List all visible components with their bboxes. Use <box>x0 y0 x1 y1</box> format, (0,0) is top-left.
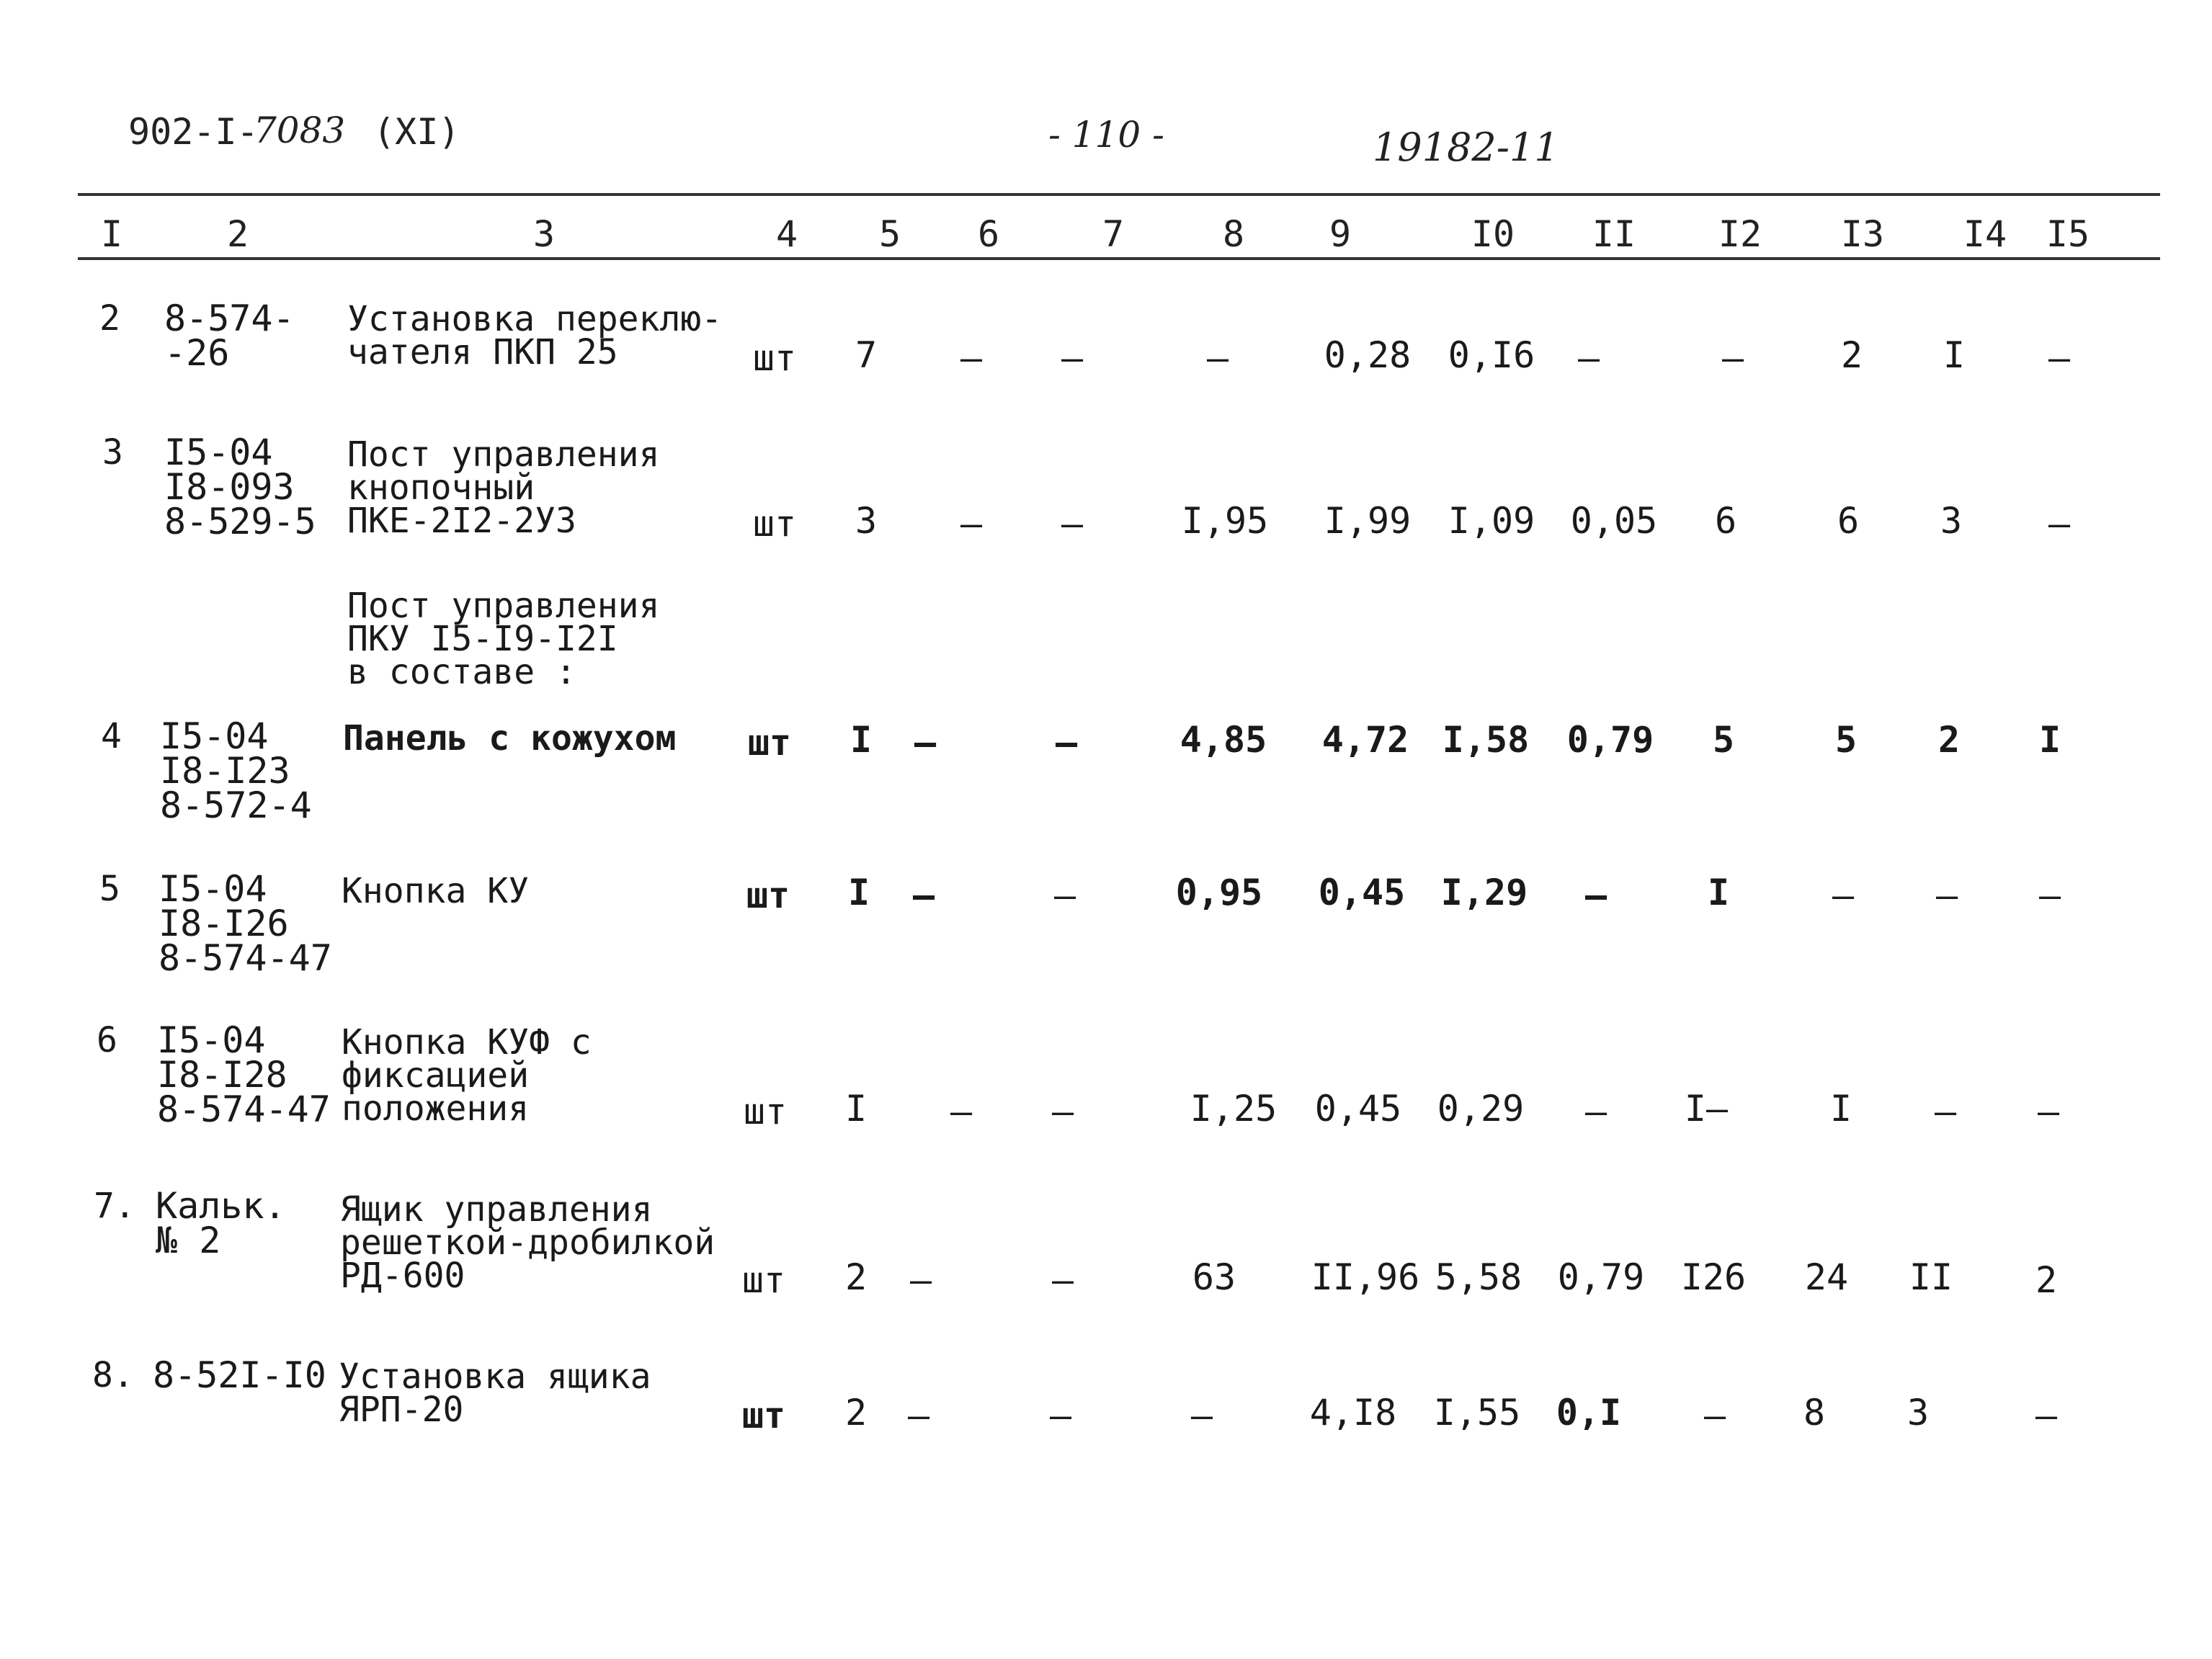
cell-col9: 0,28 <box>1324 334 1412 376</box>
row-description: Кнопка КУФ с фиксацией положения <box>342 1022 592 1129</box>
cell-col8: I,95 <box>1181 500 1269 542</box>
column-header-6: 6 <box>977 213 1000 255</box>
cell-col15: – <box>2038 875 2061 916</box>
column-header-12: I2 <box>1718 213 1762 255</box>
cell-col12: I– <box>1684 1088 1729 1130</box>
cell-col9: I,99 <box>1324 500 1412 542</box>
column-header-9: 9 <box>1329 213 1352 255</box>
cell-col7: – <box>1051 1259 1074 1301</box>
cell-col12: – <box>1703 1395 1726 1436</box>
cell-col12: I26 <box>1680 1256 1747 1298</box>
row-description: Пост управления кнопочный ПКЕ-2I2-2У3 <box>347 434 660 541</box>
row-description: Установка переклю- чателя ПКП 25 <box>347 299 723 372</box>
cell-col7: – <box>1055 722 1078 764</box>
row-description: Кнопка КУ <box>342 871 530 911</box>
cell-col13: 8 <box>1803 1392 1826 1434</box>
cell-col7: – <box>1061 503 1084 545</box>
row-description: Ящик управления решеткой-дробилкой РД-600 <box>340 1189 715 1296</box>
cell-col7: – <box>1049 1395 1072 1436</box>
cell-col11: 0,I <box>1556 1392 1622 1434</box>
row-number: 4 <box>101 716 122 756</box>
cell-col13: 2 <box>1840 334 1863 376</box>
cell-col11: – <box>1584 875 1607 916</box>
cell-col10: I,29 <box>1440 872 1528 913</box>
row-code: 8-574- -26 <box>164 298 295 374</box>
row-unit: шт <box>741 1395 786 1436</box>
cell-col5: 2 <box>844 1256 868 1298</box>
row-code: Кальк. № 2 <box>156 1185 286 1261</box>
cell-col6: – <box>912 875 935 916</box>
cell-col10: 0,I6 <box>1448 334 1535 376</box>
cell-col12: – <box>1721 337 1744 379</box>
cell-col7: – <box>1053 875 1076 916</box>
cell-col15: – <box>2037 1091 2060 1132</box>
cell-col8: – <box>1190 1395 1213 1436</box>
cell-col9: 0,45 <box>1314 1088 1402 1130</box>
column-header-15: I5 <box>2046 213 2090 255</box>
cell-col11: 0,79 <box>1557 1256 1645 1298</box>
cell-col14: II <box>1909 1256 1953 1298</box>
cell-col7: – <box>1061 337 1084 379</box>
cell-col6: – <box>960 337 983 379</box>
row-code: I5-04 I8-093 8-529-5 <box>164 431 316 542</box>
document-code-handwritten: 7083 <box>254 109 346 151</box>
cell-col15: – <box>2035 1395 2058 1436</box>
row-code: 8-52I-I0 <box>153 1354 326 1396</box>
cell-col11: 0,05 <box>1570 500 1658 542</box>
column-header-5: 5 <box>878 213 901 255</box>
table-top-rule <box>78 193 2160 196</box>
cell-col8: 4,85 <box>1179 719 1267 761</box>
cell-col9: 4,I8 <box>1309 1392 1397 1434</box>
row-description: Панель с кожухом <box>343 718 677 759</box>
row-number: 7. <box>94 1186 135 1226</box>
column-header-4: 4 <box>775 213 798 255</box>
cell-col8: 0,95 <box>1175 872 1263 913</box>
row-code: I5-04 I8-I23 8-572-4 <box>160 715 312 826</box>
table-header-rule <box>78 257 2160 260</box>
cell-col7: – <box>1051 1091 1074 1132</box>
cell-col5: I <box>849 719 873 761</box>
cell-col8: I,25 <box>1190 1088 1277 1130</box>
row-number: 3 <box>102 432 123 473</box>
cell-col10: I,58 <box>1442 719 1530 761</box>
cell-col12: 5 <box>1712 719 1735 761</box>
cell-col9: 0,45 <box>1318 872 1406 913</box>
row-number: 8. <box>92 1355 134 1395</box>
cell-col14: 3 <box>1940 500 1963 542</box>
row-number: 6 <box>97 1020 117 1060</box>
row-code: I5-04 I8-I26 8-574-47 <box>159 868 332 979</box>
cell-col13: 24 <box>1804 1256 1849 1298</box>
cell-col6: – <box>950 1091 973 1132</box>
cell-col8: 63 <box>1192 1256 1236 1298</box>
handwritten-reference-number: 19182-11 <box>1373 125 1559 170</box>
cell-col14: I <box>1943 334 1966 376</box>
cell-col14: – <box>1935 875 1958 916</box>
column-header-10: I0 <box>1471 213 1515 255</box>
row-unit: шт <box>752 337 797 379</box>
column-header-1: I <box>100 213 123 255</box>
cell-col8: – <box>1206 337 1229 379</box>
column-header-11: II <box>1592 213 1636 255</box>
cell-col6: – <box>914 722 937 764</box>
row-number: 5 <box>99 869 120 909</box>
row-unit: шт <box>752 503 797 545</box>
cell-col13: I <box>1829 1088 1852 1130</box>
page-number: - 110 - <box>1048 114 1165 156</box>
cell-col5: 2 <box>844 1392 868 1434</box>
row-unit: шт <box>743 1091 788 1132</box>
cell-col14: 2 <box>1937 719 1961 761</box>
cell-col15: I <box>2038 719 2061 761</box>
cell-col13: – <box>1832 875 1855 916</box>
column-header-14: I4 <box>1963 213 2007 255</box>
group-note: Пост управления ПКУ I5-I9-I2I в составе : <box>347 586 660 692</box>
cell-col11: – <box>1584 1091 1607 1132</box>
column-header-7: 7 <box>1102 213 1125 255</box>
cell-col14: 3 <box>1906 1392 1930 1434</box>
cell-col6: – <box>960 503 983 545</box>
cell-col12: 6 <box>1714 500 1737 542</box>
cell-col12: I <box>1707 872 1730 913</box>
document-code-prefix: 902-I- <box>128 111 259 153</box>
cell-col15: – <box>2048 337 2071 379</box>
column-header-2: 2 <box>226 213 249 255</box>
cell-col9: II,96 <box>1311 1256 1420 1298</box>
column-header-8: 8 <box>1222 213 1245 255</box>
cell-col13: 6 <box>1837 500 1860 542</box>
cell-col11: 0,79 <box>1566 719 1654 761</box>
cell-col10: I,09 <box>1448 500 1535 542</box>
cell-col15: – <box>2048 503 2071 545</box>
cell-col6: – <box>907 1395 930 1436</box>
cell-col5: I <box>847 872 870 913</box>
cell-col6: – <box>909 1259 932 1301</box>
row-unit: шт <box>741 1259 786 1301</box>
row-description: Установка ящика ЯРП-20 <box>339 1356 651 1430</box>
cell-col15: 2 <box>2035 1259 2058 1301</box>
column-header-3: 3 <box>532 213 556 255</box>
cell-col5: I <box>844 1088 868 1130</box>
cell-col9: 4,72 <box>1321 719 1409 761</box>
cell-col11: – <box>1577 337 1600 379</box>
document-code-suffix: (XI) <box>373 111 460 153</box>
row-unit: шт <box>747 722 792 764</box>
cell-col5: 3 <box>855 500 878 542</box>
cell-col10: 0,29 <box>1437 1088 1525 1130</box>
cell-col10: I,55 <box>1433 1392 1521 1434</box>
row-unit: шт <box>746 875 790 916</box>
row-number: 2 <box>99 298 120 339</box>
cell-col10: 5,58 <box>1435 1256 1522 1298</box>
cell-col5: 7 <box>855 334 878 376</box>
cell-col13: 5 <box>1834 719 1858 761</box>
column-header-13: I3 <box>1840 213 1885 255</box>
row-code: I5-04 I8-I28 8-574-47 <box>157 1019 331 1130</box>
cell-col14: – <box>1934 1091 1957 1132</box>
